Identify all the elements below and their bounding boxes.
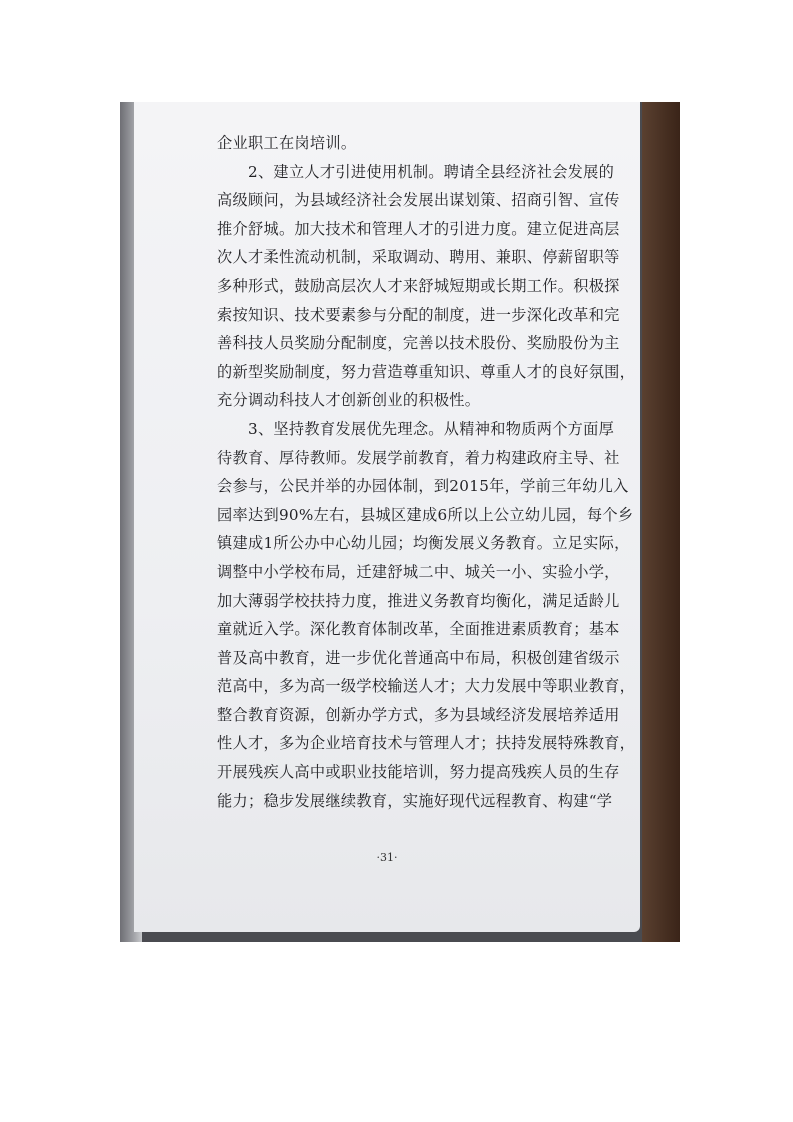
text-line: 企业职工在岗培训。 — [217, 134, 357, 152]
text-line: 加大薄弱学校扶持力度，推进义务教育均衡化，满足适龄儿 — [217, 591, 620, 610]
text-line: 高级顾问，为县域经济社会发展出谋划策、招商引智、宣传 — [217, 191, 620, 210]
text-line: 3、坚持教育发展优先理念。从精神和物质两个方面厚 — [217, 419, 615, 438]
text-line: 开展残疾人高中或职业技能培训，努力提高残疾人员的生存 — [217, 763, 620, 782]
text-line: 充分调动科技人才创新创业的积极性。 — [217, 391, 481, 410]
page-number: ·31· — [376, 851, 398, 864]
document-page — [134, 102, 640, 932]
body-text — [217, 129, 636, 815]
text-line: 索按知识、技术要素参与分配的制度，进一步深化改革和完 — [217, 305, 620, 324]
text-line: 普及高中教育，进一步优化普通高中布局，积极创建省级示 — [217, 648, 620, 667]
text-line: 的新型奖励制度，努力营造尊重知识、尊重人才的良好氛围， — [217, 362, 636, 381]
text-line: 2、建立人才引进使用机制。聘请全县经济社会发展的 — [217, 162, 615, 181]
text-line: 会参与，公民并举的办园体制，到2015年，学前三年幼儿入 — [217, 477, 629, 496]
text-line: 待教育、厚待教师。发展学前教育，着力构建政府主导、社 — [217, 448, 620, 467]
text-line: 范高中，多为高一级学校输送人才；大力发展中等职业教育， — [217, 677, 636, 696]
text-line: 性人才，多为企业培育技术与管理人才；扶持发展特殊教育， — [217, 734, 636, 753]
text-line: 镇建成1所公办中心幼儿园；均衡发展义务教育。立足实际， — [217, 534, 630, 553]
text-line: 调整中小学校布局，迁建舒城二中、城关一小、实验小学， — [217, 562, 620, 581]
text-line: 园率达到90%左右，县城区建成6所以上公立幼儿园，每个乡 — [217, 505, 634, 524]
text-line: 次人才柔性流动机制，采取调动、聘用、兼职、停薪留职等 — [217, 248, 620, 267]
background-surface — [642, 102, 680, 942]
text-line: 善科技人员奖励分配制度，完善以技术股份、奖励股份为主 — [217, 334, 620, 353]
text-line: 能力；稳步发展继续教育，实施好现代远程教育、构建“学 — [217, 791, 613, 810]
text-line: 整合教育资源，创新办学方式，多为县域经济发展培养适用 — [217, 705, 620, 724]
text-line: 推介舒城。加大技术和管理人才的引进力度。建立促进高层 — [217, 219, 620, 238]
document-photo — [120, 102, 680, 942]
text-line: 童就近入学。深化教育体制改革，全面推进素质教育；基本 — [217, 620, 620, 639]
text-line: 多种形式，鼓励高层次人才来舒城短期或长期工作。积极探 — [217, 276, 620, 295]
